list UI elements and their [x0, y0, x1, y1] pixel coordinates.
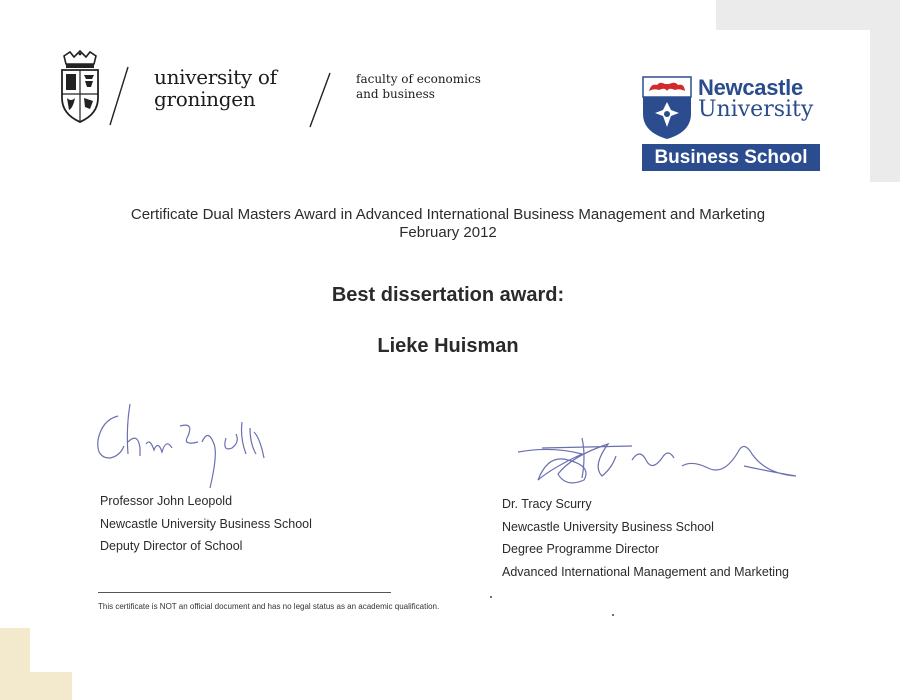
scan-speck: [490, 596, 492, 598]
divider-slash-2: [308, 72, 332, 128]
signatory-role: Deputy Director of School: [100, 539, 243, 553]
signatory-left: [100, 490, 312, 558]
signatory-name: Dr. Tracy Scurry: [502, 497, 592, 511]
divider-slash-1: [108, 66, 130, 126]
signatory-organisation: Newcastle University Business School: [502, 519, 714, 534]
newcastle-wordmark: Newcastle University: [698, 75, 814, 122]
award-heading: Best dissertation award:: [331, 284, 565, 306]
certificate-date: February 2012: [399, 224, 497, 241]
newcastle-shield-icon: [642, 76, 692, 140]
signatory-right: [502, 493, 789, 583]
recipient-name: Lieke Huisman: [377, 335, 519, 357]
newcastle-logo: [642, 76, 822, 172]
signatory-role: Degree Programme Director: [502, 542, 659, 556]
signatory-organisation: Newcastle University Business School: [100, 516, 312, 531]
certificate-title: Certificate Dual Masters Award in Advanced International Business Management and Marketing: [130, 206, 766, 223]
footer-rule: [98, 592, 391, 593]
signatory-programme: Advanced International Management and Marketing: [502, 564, 789, 579]
signatory-name: Professor John Leopold: [100, 494, 233, 508]
signature-left: [90, 398, 280, 494]
groningen-wordmark: university of groningen: [154, 65, 277, 111]
groningen-crest-icon: [58, 50, 102, 126]
business-school-bar: Business School: [642, 144, 820, 171]
groningen-faculty: faculty of economics and business: [356, 72, 481, 101]
corner-decoration-right: [870, 0, 900, 182]
signature-right: [512, 426, 802, 490]
disclaimer-text: This certificate is NOT an official document and has no legal status as an academic qualification.: [98, 602, 440, 611]
scan-speck: [612, 614, 614, 616]
corner-decoration-bottom: [0, 672, 72, 700]
